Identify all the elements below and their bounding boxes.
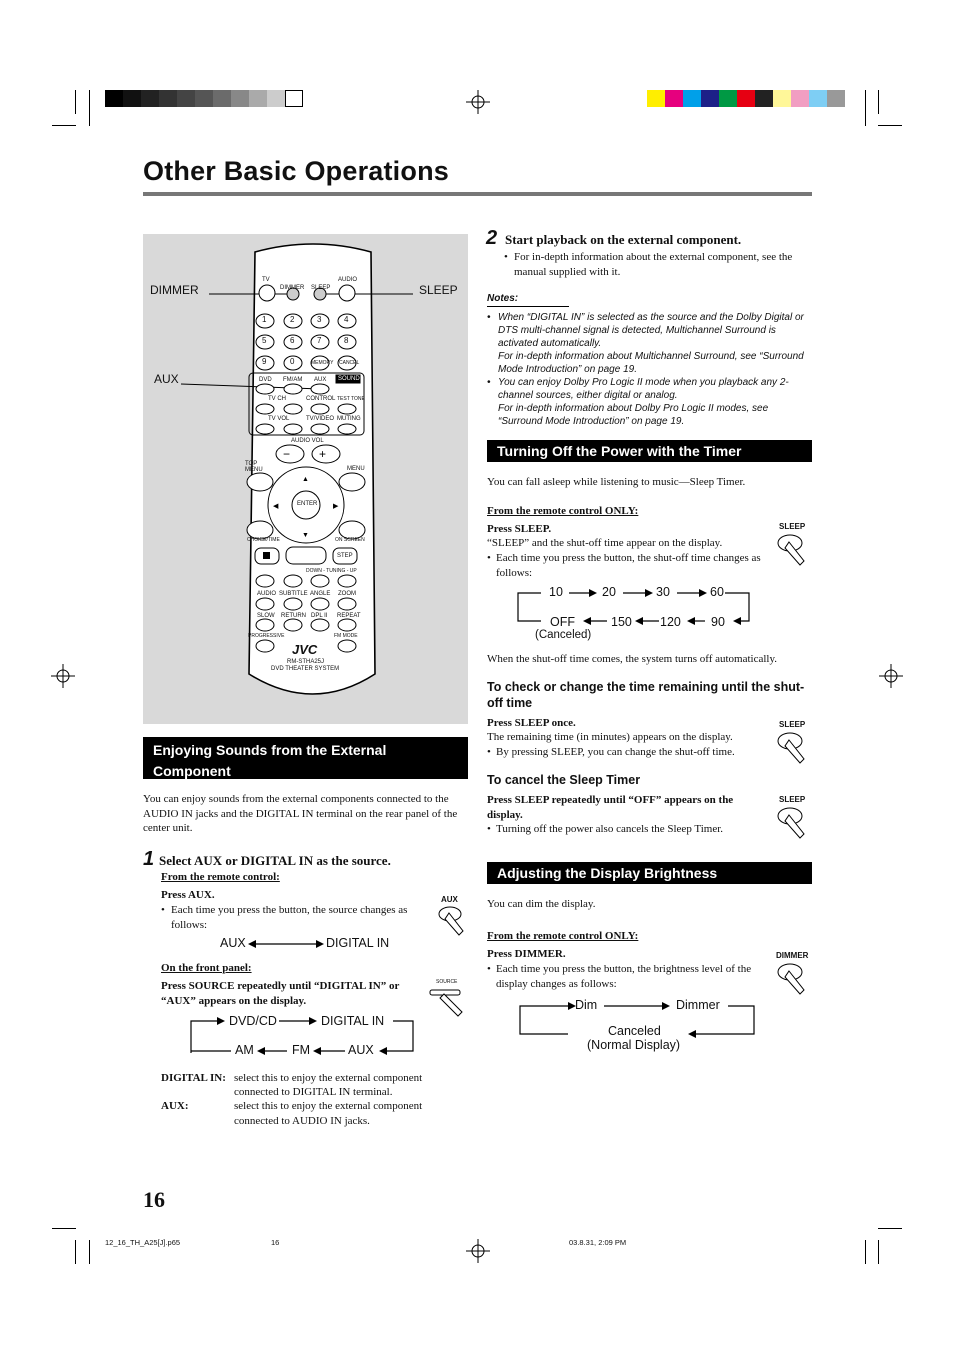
remote-label-audio2: AUDIO <box>257 591 277 597</box>
remote-label-sound: SOUND <box>338 376 360 382</box>
external-intro: You can enjoy sounds from the external components connected to the AUDIO IN jacks and the DIGITAL IN terminal on the rear panel of the center unit. <box>143 793 458 834</box>
remote-label-zoom: ZOOM <box>338 591 356 597</box>
remote-label-tvch: TV CH <box>268 396 286 402</box>
aux-bullet: • Each time you press the button, the source changes as follows: <box>161 904 408 931</box>
press-sleep-once: Press SLEEP once. <box>487 717 576 729</box>
key-3: 3 <box>317 315 322 324</box>
note-2b: For in-depth information about Dolby Pro Logic II modes, see “Surround Mode Introduction” on page 19. <box>498 403 769 427</box>
def-digital-term: DIGITAL IN: <box>161 1072 226 1084</box>
remote-label-tuning: DOWN - TUNING - UP <box>306 568 357 574</box>
aux-button-icon: AUX <box>441 895 458 904</box>
remote-label-topmenu: TOP MENU <box>245 461 263 473</box>
cycle-aux: AUX <box>220 936 246 950</box>
press-dimmer: Press DIMMER. <box>487 948 566 960</box>
callout-sleep: SLEEP <box>419 283 458 297</box>
key-5: 5 <box>262 336 267 345</box>
finger-press-icon <box>776 804 810 840</box>
brightness-from-remote-only: From the remote control ONLY: <box>487 930 639 942</box>
svg-text:▲: ▲ <box>302 476 309 483</box>
cycle2-aux: AUX <box>348 1043 374 1057</box>
cycle2-digital-in: DIGITAL IN <box>321 1014 385 1028</box>
remote-label-muting: MUTING <box>337 416 361 422</box>
step2-bullet: • For in-depth information about the external component, see the manual supplied with it. <box>504 251 793 278</box>
heading-line1: Enjoying Sounds from the External <box>153 742 387 758</box>
source-button-icon: SOURCE <box>436 979 458 985</box>
cancel-press: Press SLEEP repeatedly until “OFF” appears on the display. <box>487 794 734 821</box>
sleep-150: 150 <box>611 615 632 629</box>
check-heading: To check or change the time remaining until the shut-off time <box>487 680 805 710</box>
step1-number: 1 <box>143 848 155 870</box>
def-aux-line2: connected to AUDIO IN jacks. <box>234 1115 370 1127</box>
footer-date: 03.8.31, 2:09 PM <box>569 1238 627 1247</box>
notes-list: • When “DIGITAL IN” is selected as the source and the Dolby Digital or DTS multi-channel signal is detected, Multichannel Surround is activated automatically. For in-depth information about Multichannel Surround, see “Surround Mode Introduction” on page 19. • You can enjoy Dolby Pro Logic II mode when you playback any 2-channel sources, either digital or analog. For in-depth information about Dolby Pro Logic II modes, see “Surround Mode Introduction” on page 19. <box>487 311 809 428</box>
finger-press-icon <box>776 729 810 765</box>
brightness-intro: You can dim the display. <box>487 898 596 910</box>
timer-intro: You can fall asleep while listening to music—Sleep Timer. <box>487 476 746 488</box>
sleep-button-icon: SLEEP <box>779 795 806 804</box>
remote-label-audiovol: AUDIO VOL <box>291 438 324 444</box>
registration-target-icon <box>466 90 490 114</box>
remote-label-sleep: SLEEP <box>311 285 331 291</box>
note-1: When “DIGITAL IN” is selected as the source and the Dolby Digital or DTS multi-channel signal is detected, Multichannel Surround is activated automatically. <box>498 312 804 349</box>
finger-press-icon <box>437 903 469 937</box>
normal-display: (Normal Display) <box>587 1038 681 1052</box>
section-heading-external <box>143 737 468 779</box>
remote-model: RM-STHA25J <box>287 659 325 665</box>
notes-heading: Notes: <box>487 293 519 304</box>
sleep-10: 10 <box>549 585 563 599</box>
remote-label-onscreen: ON SCREEN <box>335 537 365 543</box>
remote-system-name: DVD THEATER SYSTEM <box>271 666 340 672</box>
footer-file: 12_16_TH_A25[J].p65 <box>105 1238 181 1247</box>
remote-label-menu: MENU <box>347 466 365 472</box>
finger-press-icon <box>776 531 810 567</box>
sleep-bullet: • Each time you press the button, the shut-off time changes as follows: <box>487 552 761 579</box>
page-title: Other Basic Operations <box>143 156 449 186</box>
key-7: 7 <box>317 336 322 345</box>
press-aux: Press AUX. <box>161 889 215 901</box>
remote-label-tvvideo: TV/VIDEO <box>306 416 335 422</box>
remote-label-dimmer: DIMMER <box>280 285 305 291</box>
canceled-level: Canceled <box>608 1024 661 1038</box>
note-1b: For in-depth information about Multichannel Surround, see “Surround Mode Introduction” on page 19. <box>498 351 804 375</box>
note-2: You can enjoy Dolby Pro Logic II mode when you playback any 2-channel sources, either digital or analog. <box>498 377 789 401</box>
sleep-60: 60 <box>710 585 724 599</box>
sleep-canceled: (Canceled) <box>535 629 592 641</box>
callout-dimmer: DIMMER <box>150 283 199 297</box>
once-bullet: • By pressing SLEEP, you can change the shut-off time. <box>487 746 735 758</box>
key-1: 1 <box>262 315 267 324</box>
def-aux-term: AUX: <box>161 1100 189 1112</box>
svg-text:−: − <box>283 447 291 461</box>
svg-text:▼: ▼ <box>302 532 309 539</box>
cancel-bullet: • Turning off the power also cancels the Sleep Timer. <box>487 823 724 835</box>
footer-page: 16 <box>271 1238 280 1247</box>
remote-label-step: STEP <box>337 553 353 559</box>
remote-label-slow: SLOW <box>257 613 275 619</box>
section-heading-timer: Turning Off the Power with the Timer <box>487 440 812 462</box>
dim-level: Dim <box>575 998 598 1012</box>
press-source: Press SOURCE repeatedly until “DIGITAL IN” or “AUX” appears on the display. <box>161 980 400 1007</box>
two-way-arrow <box>248 938 324 950</box>
remote-label-aux: AUX <box>314 377 327 383</box>
remote-label-dvd: DVD <box>259 377 272 383</box>
sleep-90: 90 <box>711 615 725 629</box>
cycle-am: AM <box>235 1043 254 1057</box>
key-6: 6 <box>290 336 295 345</box>
cancel-heading: To cancel the Sleep Timer <box>487 773 641 787</box>
key-0: 0 <box>290 357 295 366</box>
heading-line2: Component <box>153 763 231 779</box>
remote-label-audio: AUDIO <box>338 277 358 283</box>
cycle-fm: FM <box>292 1043 311 1057</box>
cycle-digital-in: DIGITAL IN <box>326 936 390 950</box>
dimmer-level: Dimmer <box>676 998 720 1012</box>
section-heading-brightness: Adjusting the Display Brightness <box>487 862 812 884</box>
registration-target-icon <box>51 664 75 688</box>
remote-label-cancel: CANCEL <box>339 360 360 366</box>
press-sleep: Press SLEEP. <box>487 523 552 535</box>
sleep-button-icon: SLEEP <box>779 720 806 729</box>
remote-label-control: CONTROL <box>306 396 336 402</box>
sleep-after: When the shut-off time comes, the system turns off automatically. <box>487 653 778 665</box>
timer-from-remote-only: From the remote control ONLY: <box>487 505 639 517</box>
cycle-dvdcd: DVD/CD <box>229 1014 277 1028</box>
step2-text: Start playback on the external component. <box>505 232 742 247</box>
from-remote-label: From the remote control: <box>161 871 280 883</box>
finger-press-icon <box>428 986 468 1018</box>
dimmer-bullet: • Each time you press the button, the brightness level of the display changes as follows: <box>487 963 752 990</box>
title-rule <box>143 192 812 196</box>
registration-target-icon <box>879 664 903 688</box>
once-line: The remaining time (in minutes) appears on the display. <box>487 731 733 743</box>
notes-rule <box>487 306 569 307</box>
remote-label-subtitle: SUBTITLE <box>279 591 308 597</box>
def-digital-line2: connected to DIGITAL IN terminal. <box>234 1086 393 1098</box>
front-panel-label: On the front panel: <box>161 962 252 974</box>
def-digital-line1: select this to enjoy the external component <box>234 1072 423 1084</box>
step2-number: 2 <box>486 227 498 249</box>
remote-label-fmmode: FM MODE <box>334 633 358 639</box>
svg-text:▶: ▶ <box>333 503 339 510</box>
key-4: 4 <box>344 315 349 324</box>
page-number: 16 <box>143 1187 165 1212</box>
remote-label-dpl: DPL II <box>311 613 328 619</box>
key-9: 9 <box>262 357 267 366</box>
sleep-120: 120 <box>660 615 681 629</box>
sleep-20: 20 <box>602 585 616 599</box>
dimmer-button-icon: DIMMER <box>776 951 809 960</box>
finger-press-icon <box>776 960 810 996</box>
svg-text:◀: ◀ <box>273 503 279 510</box>
sleep-off: OFF <box>550 615 575 629</box>
sleep-30: 30 <box>656 585 670 599</box>
registration-target-icon <box>466 1239 490 1263</box>
sleep-button-icon: SLEEP <box>779 522 806 531</box>
remote-label-angle: ANGLE <box>310 591 331 597</box>
step1-text: Select AUX or DIGITAL IN as the source. <box>159 853 391 868</box>
sleep-line: “SLEEP” and the shut-off time appear on the display. <box>487 537 723 549</box>
remote-label-tv: TV <box>262 277 270 283</box>
key-8: 8 <box>344 336 349 345</box>
remote-label-testtone: TEST TONE <box>337 396 365 402</box>
def-aux-line1: select this to enjoy the external component <box>234 1100 423 1112</box>
remote-label-repeat: REPEAT <box>337 613 361 619</box>
remote-label-return: RETURN <box>281 613 306 619</box>
remote-brand-logo: JVC <box>292 642 318 657</box>
key-2: 2 <box>290 315 295 324</box>
remote-label-memory: MEMORY <box>311 360 334 366</box>
remote-label-tvvol: TV VOL <box>268 416 290 422</box>
callout-aux: AUX <box>154 372 179 386</box>
remote-label-choicetime: CHOICE/TIME <box>247 537 280 543</box>
remote-label-enter: ENTER <box>297 501 318 507</box>
remote-label-fmam: FM/AM <box>283 377 303 383</box>
remote-label-progressive: PROGRESSIVE <box>248 633 285 639</box>
svg-text:+: + <box>319 447 327 461</box>
